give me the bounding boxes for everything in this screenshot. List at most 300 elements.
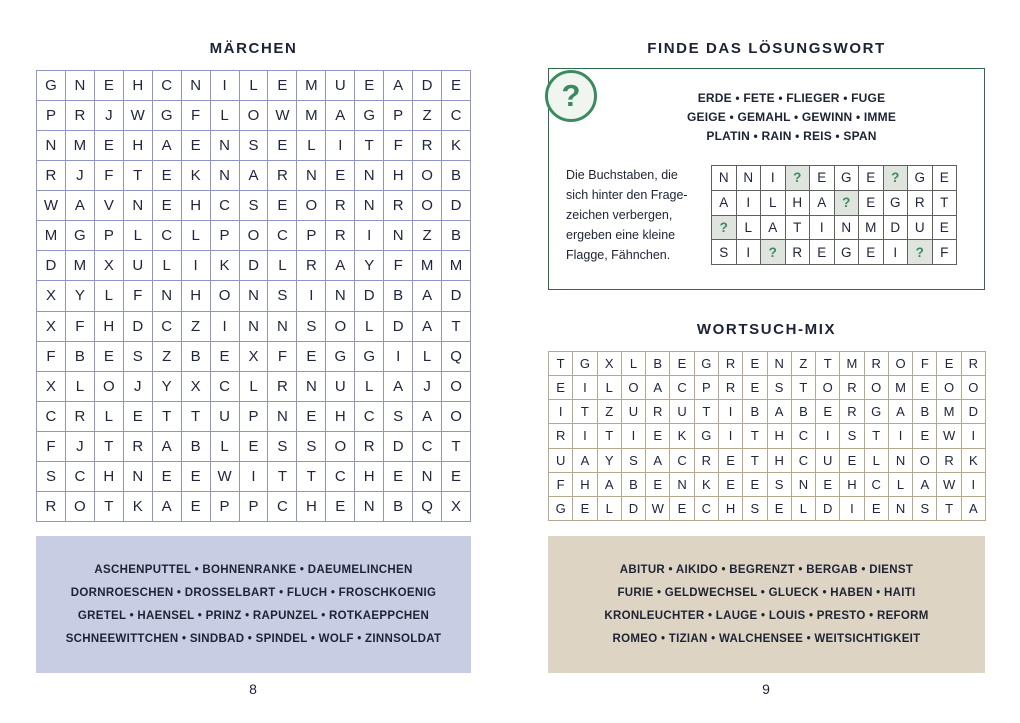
letter-cell: N	[124, 462, 153, 492]
letter-cell: D	[124, 312, 153, 342]
letter-cell: E	[124, 402, 153, 432]
question-cell: ?	[884, 166, 909, 191]
letter-cell: O	[622, 376, 646, 400]
letter-cell: H	[182, 191, 211, 221]
letter-cell: E	[153, 191, 182, 221]
letter-cell: P	[211, 221, 240, 251]
letter-cell: M	[297, 101, 326, 131]
instruction-line: zeichen verbergen,	[566, 208, 673, 222]
solution-word-line: GEIGE • GEMAHL • GEWINN • IMME	[686, 110, 897, 124]
letter-cell: H	[840, 473, 864, 497]
left-page-title: MÄRCHEN	[209, 40, 298, 57]
page-number-left: 8	[249, 681, 257, 697]
letter-cell: G	[695, 352, 719, 376]
letter-cell: Z	[153, 342, 182, 372]
letter-cell: W	[937, 473, 961, 497]
letter-cell: A	[598, 473, 622, 497]
letter-cell: P	[240, 492, 269, 522]
letter-cell: L	[598, 376, 622, 400]
letter-cell: G	[908, 166, 933, 191]
letter-cell: N	[153, 281, 182, 311]
letter-cell: H	[768, 449, 792, 473]
letter-cell: R	[413, 131, 442, 161]
letter-cell: Z	[413, 221, 442, 251]
letter-cell: H	[768, 424, 792, 448]
mix-word-list	[548, 536, 985, 673]
letter-cell: C	[211, 372, 240, 402]
letter-cell: R	[840, 400, 864, 424]
word-list-line: ASCHENPUTTEL • BOHNENRANKE • DAEUMELINCHEN	[94, 563, 413, 576]
letter-cell: N	[326, 281, 355, 311]
letter-cell: Z	[792, 352, 816, 376]
letter-cell: T	[268, 462, 297, 492]
solution-word-line: PLATIN • RAIN • REIS • SPAN	[706, 129, 877, 143]
letter-cell: N	[297, 372, 326, 402]
letter-cell: D	[384, 312, 413, 342]
letter-cell: E	[913, 376, 937, 400]
letter-cell: F	[933, 240, 958, 265]
letter-cell: H	[786, 191, 811, 216]
letter-cell: M	[37, 221, 66, 251]
letter-cell: M	[859, 216, 884, 241]
letter-cell: N	[240, 312, 269, 342]
letter-cell: X	[240, 342, 269, 372]
letter-cell: H	[326, 402, 355, 432]
question-cell: ?	[908, 240, 933, 265]
letter-cell: Y	[355, 251, 384, 281]
letter-cell: H	[95, 462, 124, 492]
letter-cell: R	[355, 432, 384, 462]
letter-cell: B	[182, 432, 211, 462]
letter-cell: E	[859, 191, 884, 216]
letter-cell: N	[240, 281, 269, 311]
letter-cell: E	[719, 449, 743, 473]
letter-cell: F	[124, 281, 153, 311]
letter-cell: T	[598, 424, 622, 448]
word-list-line: SCHNEEWITTCHEN • SINDBAD • SPINDEL • WOLF • ZINNSOLDAT	[65, 632, 442, 645]
letter-cell: G	[865, 400, 889, 424]
letter-cell: R	[719, 352, 743, 376]
letter-cell: K	[670, 424, 694, 448]
letter-cell: I	[840, 497, 864, 521]
letter-cell: P	[211, 492, 240, 522]
letter-cell: A	[384, 372, 413, 402]
letter-cell: R	[37, 161, 66, 191]
letter-cell: U	[211, 402, 240, 432]
letter-cell: A	[889, 400, 913, 424]
letter-cell: R	[840, 376, 864, 400]
letter-cell: L	[240, 71, 269, 101]
letter-cell: A	[573, 449, 597, 473]
letter-cell: B	[913, 400, 937, 424]
letter-cell: W	[268, 101, 297, 131]
letter-cell: O	[66, 492, 95, 522]
letter-cell: W	[124, 101, 153, 131]
letter-cell: E	[442, 71, 471, 101]
letter-cell: N	[66, 71, 95, 101]
letter-cell: P	[695, 376, 719, 400]
letter-cell: H	[124, 71, 153, 101]
letter-cell: F	[913, 352, 937, 376]
letter-cell: A	[153, 131, 182, 161]
letter-cell: G	[573, 352, 597, 376]
solution-puzzle-box	[548, 68, 985, 290]
letter-cell: J	[95, 101, 124, 131]
letter-cell: E	[95, 71, 124, 101]
letter-cell: B	[66, 342, 95, 372]
letter-cell: N	[889, 449, 913, 473]
letter-cell: P	[297, 221, 326, 251]
letter-cell: X	[442, 492, 471, 522]
letter-cell: F	[182, 101, 211, 131]
letter-cell: T	[933, 191, 958, 216]
letter-cell: I	[622, 424, 646, 448]
letter-cell: N	[268, 402, 297, 432]
letter-cell: A	[646, 376, 670, 400]
letter-cell: A	[413, 402, 442, 432]
letter-cell: C	[153, 221, 182, 251]
letter-cell: I	[355, 221, 384, 251]
letter-cell: G	[355, 342, 384, 372]
letter-cell: G	[835, 166, 860, 191]
letter-cell: T	[153, 402, 182, 432]
letter-cell: Z	[182, 312, 211, 342]
question-cell: ?	[786, 166, 811, 191]
letter-cell: S	[768, 473, 792, 497]
letter-cell: M	[442, 251, 471, 281]
letter-cell: H	[297, 492, 326, 522]
letter-cell: F	[384, 251, 413, 281]
letter-cell: E	[646, 473, 670, 497]
letter-cell: S	[743, 497, 767, 521]
letter-cell: I	[211, 71, 240, 101]
letter-cell: S	[840, 424, 864, 448]
letter-cell: L	[124, 221, 153, 251]
letter-cell: C	[695, 497, 719, 521]
letter-cell: L	[95, 281, 124, 311]
letter-cell: E	[240, 432, 269, 462]
letter-cell: N	[297, 161, 326, 191]
letter-cell: L	[761, 191, 786, 216]
letter-cell: U	[816, 449, 840, 473]
letter-cell: I	[211, 312, 240, 342]
letter-cell: F	[384, 131, 413, 161]
letter-cell: B	[743, 400, 767, 424]
letter-cell: R	[124, 432, 153, 462]
letter-cell: M	[889, 376, 913, 400]
letter-cell: E	[743, 376, 767, 400]
letter-cell: T	[865, 424, 889, 448]
word-list-line: DORNROESCHEN • DROSSELBART • FLUCH • FROSCHKOENIG	[70, 586, 437, 599]
letter-cell: T	[816, 352, 840, 376]
instruction-line: ergeben eine kleine	[566, 228, 676, 242]
letter-cell: P	[240, 402, 269, 432]
instruction-line: Flagge, Fähnchen.	[566, 248, 671, 262]
question-mark-icon	[545, 70, 597, 122]
letter-cell: E	[840, 449, 864, 473]
letter-cell: S	[268, 281, 297, 311]
letter-cell: W	[937, 424, 961, 448]
letter-cell: S	[240, 191, 269, 221]
letter-cell: A	[413, 281, 442, 311]
letter-cell: N	[737, 166, 762, 191]
letter-cell: A	[384, 71, 413, 101]
letter-cell: H	[182, 281, 211, 311]
letter-cell: B	[622, 473, 646, 497]
letter-cell: N	[712, 166, 737, 191]
solution-word-list	[607, 89, 976, 146]
instruction-line: sich hinter den Frage-	[566, 188, 688, 202]
letter-cell: T	[95, 492, 124, 522]
letter-cell: G	[355, 101, 384, 131]
letter-cell: W	[211, 462, 240, 492]
letter-cell: E	[268, 131, 297, 161]
letter-cell: L	[211, 101, 240, 131]
page-number-right: 9	[762, 681, 770, 697]
letter-cell: I	[962, 473, 986, 497]
letter-cell: Z	[598, 400, 622, 424]
letter-cell: B	[792, 400, 816, 424]
letter-cell: N	[124, 191, 153, 221]
letter-cell: R	[37, 492, 66, 522]
letter-cell: I	[297, 281, 326, 311]
letter-cell: K	[124, 492, 153, 522]
letter-cell: P	[37, 101, 66, 131]
letter-cell: N	[384, 221, 413, 251]
letter-cell: A	[326, 251, 355, 281]
letter-cell: T	[786, 216, 811, 241]
letter-cell: E	[719, 473, 743, 497]
letter-cell: E	[326, 492, 355, 522]
letter-cell: E	[573, 497, 597, 521]
letter-cell: A	[240, 161, 269, 191]
letter-cell: N	[889, 497, 913, 521]
letter-cell: A	[153, 432, 182, 462]
letter-cell: T	[355, 131, 384, 161]
letter-cell: L	[153, 251, 182, 281]
letter-cell: A	[913, 473, 937, 497]
letter-cell: B	[442, 221, 471, 251]
letter-cell: L	[355, 372, 384, 402]
word-list-line: KRONLEUCHTER • LAUGE • LOUIS • PRESTO • REFORM	[604, 609, 929, 622]
letter-cell: D	[622, 497, 646, 521]
letter-cell: S	[297, 312, 326, 342]
letter-cell: I	[889, 424, 913, 448]
letter-cell: E	[810, 240, 835, 265]
letter-cell: C	[37, 402, 66, 432]
letter-cell: T	[442, 432, 471, 462]
letter-cell: N	[835, 216, 860, 241]
letter-cell: I	[182, 251, 211, 281]
letter-cell: E	[182, 462, 211, 492]
letter-cell: G	[835, 240, 860, 265]
letter-cell: C	[268, 492, 297, 522]
question-cell: ?	[761, 240, 786, 265]
letter-cell: J	[66, 432, 95, 462]
letter-cell: T	[792, 376, 816, 400]
letter-cell: L	[211, 432, 240, 462]
letter-cell: O	[865, 376, 889, 400]
letter-cell: A	[712, 191, 737, 216]
letter-cell: K	[211, 251, 240, 281]
letter-cell: J	[124, 372, 153, 402]
letter-cell: A	[66, 191, 95, 221]
letter-cell: T	[124, 161, 153, 191]
letter-cell: H	[124, 131, 153, 161]
letter-cell: K	[695, 473, 719, 497]
letter-cell: G	[37, 71, 66, 101]
letter-cell: R	[646, 400, 670, 424]
letter-cell: M	[937, 400, 961, 424]
letter-cell: W	[37, 191, 66, 221]
solution-instruction	[566, 165, 718, 265]
letter-cell: D	[384, 432, 413, 462]
letter-cell: I	[326, 131, 355, 161]
letter-cell: E	[182, 492, 211, 522]
letter-cell: B	[384, 281, 413, 311]
letter-cell: B	[646, 352, 670, 376]
letter-cell: O	[913, 449, 937, 473]
letter-cell: S	[622, 449, 646, 473]
letter-cell: O	[95, 372, 124, 402]
letter-cell: E	[859, 166, 884, 191]
letter-cell: N	[211, 131, 240, 161]
letter-cell: I	[810, 216, 835, 241]
letter-cell: E	[182, 131, 211, 161]
letter-cell: L	[268, 251, 297, 281]
letter-cell: O	[240, 101, 269, 131]
letter-cell: C	[326, 462, 355, 492]
letter-cell: E	[670, 497, 694, 521]
letter-cell: T	[297, 462, 326, 492]
letter-cell: M	[840, 352, 864, 376]
letter-cell: L	[737, 216, 762, 241]
letter-cell: F	[549, 473, 573, 497]
letter-cell: E	[646, 424, 670, 448]
letter-cell: A	[326, 101, 355, 131]
letter-cell: E	[816, 473, 840, 497]
letter-cell: R	[326, 221, 355, 251]
letter-cell: U	[326, 71, 355, 101]
letter-cell: R	[908, 191, 933, 216]
letter-cell: R	[695, 449, 719, 473]
letter-cell: U	[908, 216, 933, 241]
letter-cell: G	[66, 221, 95, 251]
letter-cell: C	[355, 402, 384, 432]
letter-cell: G	[153, 101, 182, 131]
letter-cell: P	[384, 101, 413, 131]
letter-cell: V	[95, 191, 124, 221]
letter-cell: N	[670, 473, 694, 497]
letter-cell: E	[865, 497, 889, 521]
letter-cell: R	[384, 191, 413, 221]
letter-cell: I	[737, 240, 762, 265]
letter-cell: B	[384, 492, 413, 522]
letter-cell: E	[95, 131, 124, 161]
letter-cell: E	[384, 462, 413, 492]
letter-cell: O	[326, 312, 355, 342]
letter-cell: X	[37, 312, 66, 342]
letter-cell: J	[66, 161, 95, 191]
letter-cell: S	[297, 432, 326, 462]
letter-cell: L	[889, 473, 913, 497]
letter-cell: X	[37, 372, 66, 402]
letter-cell: L	[792, 497, 816, 521]
letter-cell: E	[268, 71, 297, 101]
letter-cell: M	[66, 251, 95, 281]
letter-cell: S	[240, 131, 269, 161]
letter-cell: L	[355, 312, 384, 342]
letter-cell: X	[182, 372, 211, 402]
letter-cell: E	[743, 473, 767, 497]
letter-cell: O	[937, 376, 961, 400]
letter-cell: D	[355, 281, 384, 311]
letter-cell: O	[211, 281, 240, 311]
letter-cell: O	[962, 376, 986, 400]
letter-cell: O	[889, 352, 913, 376]
letter-cell: T	[549, 352, 573, 376]
letter-cell: T	[182, 402, 211, 432]
letter-cell: J	[413, 372, 442, 402]
letter-cell: E	[933, 216, 958, 241]
letter-cell: I	[761, 166, 786, 191]
letter-cell: X	[598, 352, 622, 376]
letter-cell: M	[413, 251, 442, 281]
letter-cell: Y	[66, 281, 95, 311]
letter-cell: R	[937, 449, 961, 473]
letter-cell: U	[622, 400, 646, 424]
letter-cell: R	[719, 376, 743, 400]
letter-cell: D	[413, 71, 442, 101]
letter-cell: E	[768, 497, 792, 521]
letter-cell: R	[549, 424, 573, 448]
solution-word-line: ERDE • FETE • FLIEGER • FUGE	[697, 91, 886, 105]
letter-cell: U	[326, 372, 355, 402]
letter-cell: F	[268, 342, 297, 372]
letter-cell: Z	[413, 101, 442, 131]
letter-cell: K	[962, 449, 986, 473]
letter-cell: E	[743, 352, 767, 376]
letter-cell: L	[182, 221, 211, 251]
letter-cell: C	[153, 71, 182, 101]
question-mark-glyph: ?	[561, 78, 581, 113]
letter-cell: R	[66, 402, 95, 432]
letter-cell: Q	[442, 342, 471, 372]
letter-cell: C	[66, 462, 95, 492]
letter-cell: B	[442, 161, 471, 191]
letter-cell: F	[37, 432, 66, 462]
letter-cell: A	[768, 400, 792, 424]
letter-cell: L	[66, 372, 95, 402]
letter-cell: P	[95, 221, 124, 251]
letter-cell: S	[268, 432, 297, 462]
letter-cell: E	[297, 342, 326, 372]
letter-cell: L	[413, 342, 442, 372]
letter-cell: E	[153, 161, 182, 191]
letter-cell: R	[268, 372, 297, 402]
maerchen-wordsearch-grid	[36, 70, 471, 522]
letter-cell: E	[326, 161, 355, 191]
letter-cell: C	[670, 449, 694, 473]
letter-cell: A	[413, 312, 442, 342]
letter-cell: T	[743, 424, 767, 448]
letter-cell: N	[37, 131, 66, 161]
letter-cell: K	[182, 161, 211, 191]
letter-cell: O	[413, 191, 442, 221]
solution-puzzle-title: FINDE DAS LÖSUNGSWORT	[647, 40, 886, 57]
mix-wordsearch-grid	[548, 351, 986, 521]
letter-cell: N	[268, 312, 297, 342]
